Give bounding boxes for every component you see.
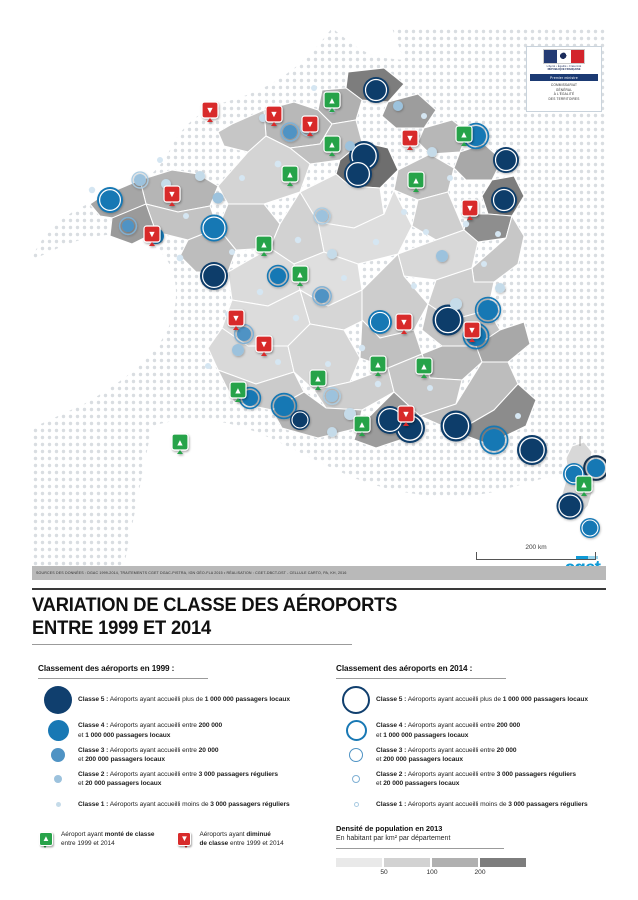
- agency-line-3: À L'ÉGALITÉ: [553, 92, 575, 97]
- density-swatch-4: [480, 858, 526, 867]
- legend-symbol-cell: [38, 796, 78, 812]
- legend-row-text: Classe 4 : Aéroports ayant accueilli entre 200 000 et 1 000 000 passagers locaux: [376, 722, 521, 739]
- svg-text:▼: ▼: [405, 133, 415, 143]
- legend-row-text: Classe 2 : Aéroports ayant accueilli entre 3 000 passagers réguliers et 20 000 passagers locaux: [376, 770, 577, 788]
- title-line-1: VARIATION DE CLASSE DES AÉROPORTS: [32, 594, 398, 616]
- premier-ministre-label: Premier ministre: [530, 74, 598, 81]
- legend-up-item: [38, 830, 154, 849]
- svg-text:▲: ▲: [259, 239, 269, 250]
- legend-class-change: [38, 830, 338, 849]
- legend-symbol-cell: [336, 686, 376, 714]
- down-bold-2: de classe: [199, 840, 229, 848]
- legend-row: [336, 770, 636, 789]
- svg-text:▲: ▲: [459, 129, 469, 140]
- density-swatches: [336, 858, 616, 867]
- svg-text:▲: ▲: [327, 139, 337, 150]
- legend-1999-heading: Classement des aéroports en 1999 :: [38, 664, 175, 673]
- legend-symbol-cell: [38, 771, 78, 787]
- legend-1999: [38, 664, 338, 817]
- source-bar: [32, 566, 606, 580]
- density-ticks: [336, 869, 528, 881]
- logo-block: [526, 46, 602, 112]
- density-swatch-2: [384, 858, 430, 867]
- density-swatch-3: [432, 858, 478, 867]
- legend-symbol-cell: [336, 720, 376, 741]
- legend-up-text: [61, 830, 154, 849]
- svg-text:▼: ▼: [399, 317, 409, 327]
- legend-symbol-cell: [336, 771, 376, 787]
- legend-row: [336, 796, 636, 812]
- legend-2014-heading: Classement des aéroports en 2014 :: [336, 664, 473, 673]
- legend-row-text: Classe 1 : Aéroports ayant accueilli moins de 3 000 passagers réguliers: [376, 800, 588, 808]
- down-bold-1: diminué: [246, 831, 271, 838]
- agency-line-4: DES TERRITOIRES: [548, 97, 580, 102]
- down-post: entre 1999 et 2014: [228, 840, 284, 848]
- svg-text:▲: ▲: [175, 437, 185, 448]
- svg-text:▲: ▲: [373, 359, 383, 370]
- legend-ring-circle: [346, 720, 367, 741]
- legend-row-text: Classe 3 : Aéroports ayant accueilli entre 20 000 et 200 000 passagers locaux: [376, 747, 517, 764]
- svg-text:▼: ▼: [231, 313, 241, 323]
- svg-text:▲: ▲: [233, 385, 243, 396]
- svg-text:▲: ▲: [295, 269, 305, 280]
- svg-text:▼: ▼: [401, 409, 411, 419]
- map-panel: [32, 28, 606, 576]
- scalebar-rule: [476, 553, 596, 560]
- legend-row-text: Classe 2 : Aéroports ayant accueilli entre 3 000 passagers réguliers et 20 000 passagers locaux: [78, 770, 279, 788]
- legend-symbol-cell: [38, 686, 78, 714]
- title-line-2: ENTRE 1999 ET 2014: [32, 617, 211, 639]
- up-line2: entre 1999 et 2014: [61, 840, 115, 848]
- page-title: [32, 594, 558, 640]
- legend-density: [336, 824, 616, 881]
- down-arrow-icon: [176, 831, 193, 848]
- legend-2014: [336, 664, 636, 817]
- up-arrow-icon: [38, 831, 55, 848]
- density-rule: [336, 848, 504, 849]
- legend-row-text: Classe 1 : Aéroports ayant accueilli moins de 3 000 passagers réguliers: [78, 800, 290, 808]
- svg-text:▲: ▲: [411, 175, 421, 186]
- legend-2014-rows: [336, 686, 636, 812]
- legend-row: [38, 686, 338, 714]
- legend-row-text: Classe 4 : Aéroports ayant accueilli entre 200 000 et 1 000 000 passagers locaux: [78, 722, 223, 739]
- legend-1999-rule: [38, 678, 208, 679]
- legend-ring-circle: [349, 748, 363, 762]
- source-text: SOURCES DES DONNÉES : DGAC 1999-2014, TRAITEMENTS CGET DGAC-PISTRA, IGN GÉO-FLA 2015 • RÉALISATION : CGET-DBCT-DST - CELLULE CARTO, PA, KH, 2016: [36, 571, 347, 575]
- legend-row: [336, 720, 636, 741]
- svg-text:▼: ▼: [269, 109, 279, 119]
- svg-text:▼: ▼: [259, 339, 269, 349]
- legend-ring-circle: [354, 802, 359, 807]
- legend-symbol-cell: [38, 747, 78, 763]
- legend-1999-rows: [38, 686, 338, 812]
- legend-row-text: Classe 5 : Aéroports ayant accueilli plus de 1 000 000 passagers locaux: [78, 696, 290, 704]
- legend-row: [38, 770, 338, 789]
- agency-line-2: GÉNÉRAL: [555, 87, 573, 92]
- legend-filled-circle: [54, 775, 62, 783]
- republic-text: RÉPUBLIQUE FRANÇAISE: [547, 68, 581, 71]
- title-bottom-rule: [32, 644, 352, 645]
- scalebar-label: 200 km: [525, 544, 547, 551]
- density-title: Densité de population en 2013: [336, 824, 443, 833]
- up-arrow-glyph: ▲: [42, 833, 50, 843]
- legend-row: [336, 746, 636, 765]
- legend-symbol-cell: [336, 747, 376, 763]
- legend-2014-rule: [336, 678, 506, 679]
- svg-text:▼: ▼: [465, 203, 475, 213]
- agency-name: [527, 81, 601, 102]
- svg-text:▲: ▲: [285, 169, 295, 180]
- legend-row: [38, 746, 338, 765]
- map-scalebar: [476, 544, 596, 560]
- svg-text:▲: ▲: [357, 419, 367, 430]
- legend-down-item: [176, 830, 283, 849]
- legend-row-text: Classe 5 : Aéroports ayant accueilli plus de 1 000 000 passagers locaux: [376, 696, 588, 704]
- svg-text:▼: ▼: [305, 119, 315, 129]
- svg-text:▼: ▼: [467, 325, 477, 335]
- svg-text:▲: ▲: [327, 95, 337, 106]
- density-tick-200: 200: [474, 869, 486, 876]
- devise-text: Liberté • Égalité • Fraternité: [546, 65, 582, 68]
- legend-ring-circle: [352, 775, 360, 783]
- legend-symbol-cell: [336, 796, 376, 812]
- svg-text:▼: ▼: [205, 105, 215, 115]
- legend-row: [38, 796, 338, 812]
- svg-text:▲: ▲: [579, 479, 589, 490]
- svg-text:▼: ▼: [147, 229, 157, 239]
- density-subtitle: En habitant par km² par département: [336, 835, 451, 842]
- legend-row: [38, 720, 338, 741]
- down-arrow-glyph: ▼: [180, 833, 189, 843]
- density-tick-50: 50: [380, 869, 388, 876]
- up-bold: monté de classe: [104, 831, 155, 838]
- legend-ring-circle: [342, 686, 370, 714]
- up-pre: Aéroport ayant: [61, 831, 105, 838]
- france-map: [32, 28, 606, 576]
- legend-filled-circle: [44, 686, 72, 714]
- legend-row-text: Classe 3 : Aéroports ayant accueilli entre 20 000 et 200 000 passagers locaux: [78, 747, 219, 764]
- marianne-logo: [527, 47, 601, 72]
- french-flag-icon: [543, 49, 585, 64]
- legend-filled-circle: [56, 802, 61, 807]
- svg-text:▲: ▲: [313, 373, 323, 384]
- svg-text:▲: ▲: [419, 361, 429, 372]
- title-top-rule: [32, 588, 606, 590]
- down-pre: Aéroports ayant: [199, 831, 247, 838]
- svg-text:▼: ▼: [167, 189, 177, 199]
- legend-down-text: [199, 830, 283, 849]
- legend-filled-circle: [51, 748, 65, 762]
- legend-filled-circle: [48, 720, 69, 741]
- legend-symbol-cell: [38, 720, 78, 741]
- density-swatch-1: [336, 858, 382, 867]
- agency-line-1: COMMISSARIAT: [550, 83, 578, 88]
- density-tick-100: 100: [426, 869, 438, 876]
- legend-row: [336, 686, 636, 714]
